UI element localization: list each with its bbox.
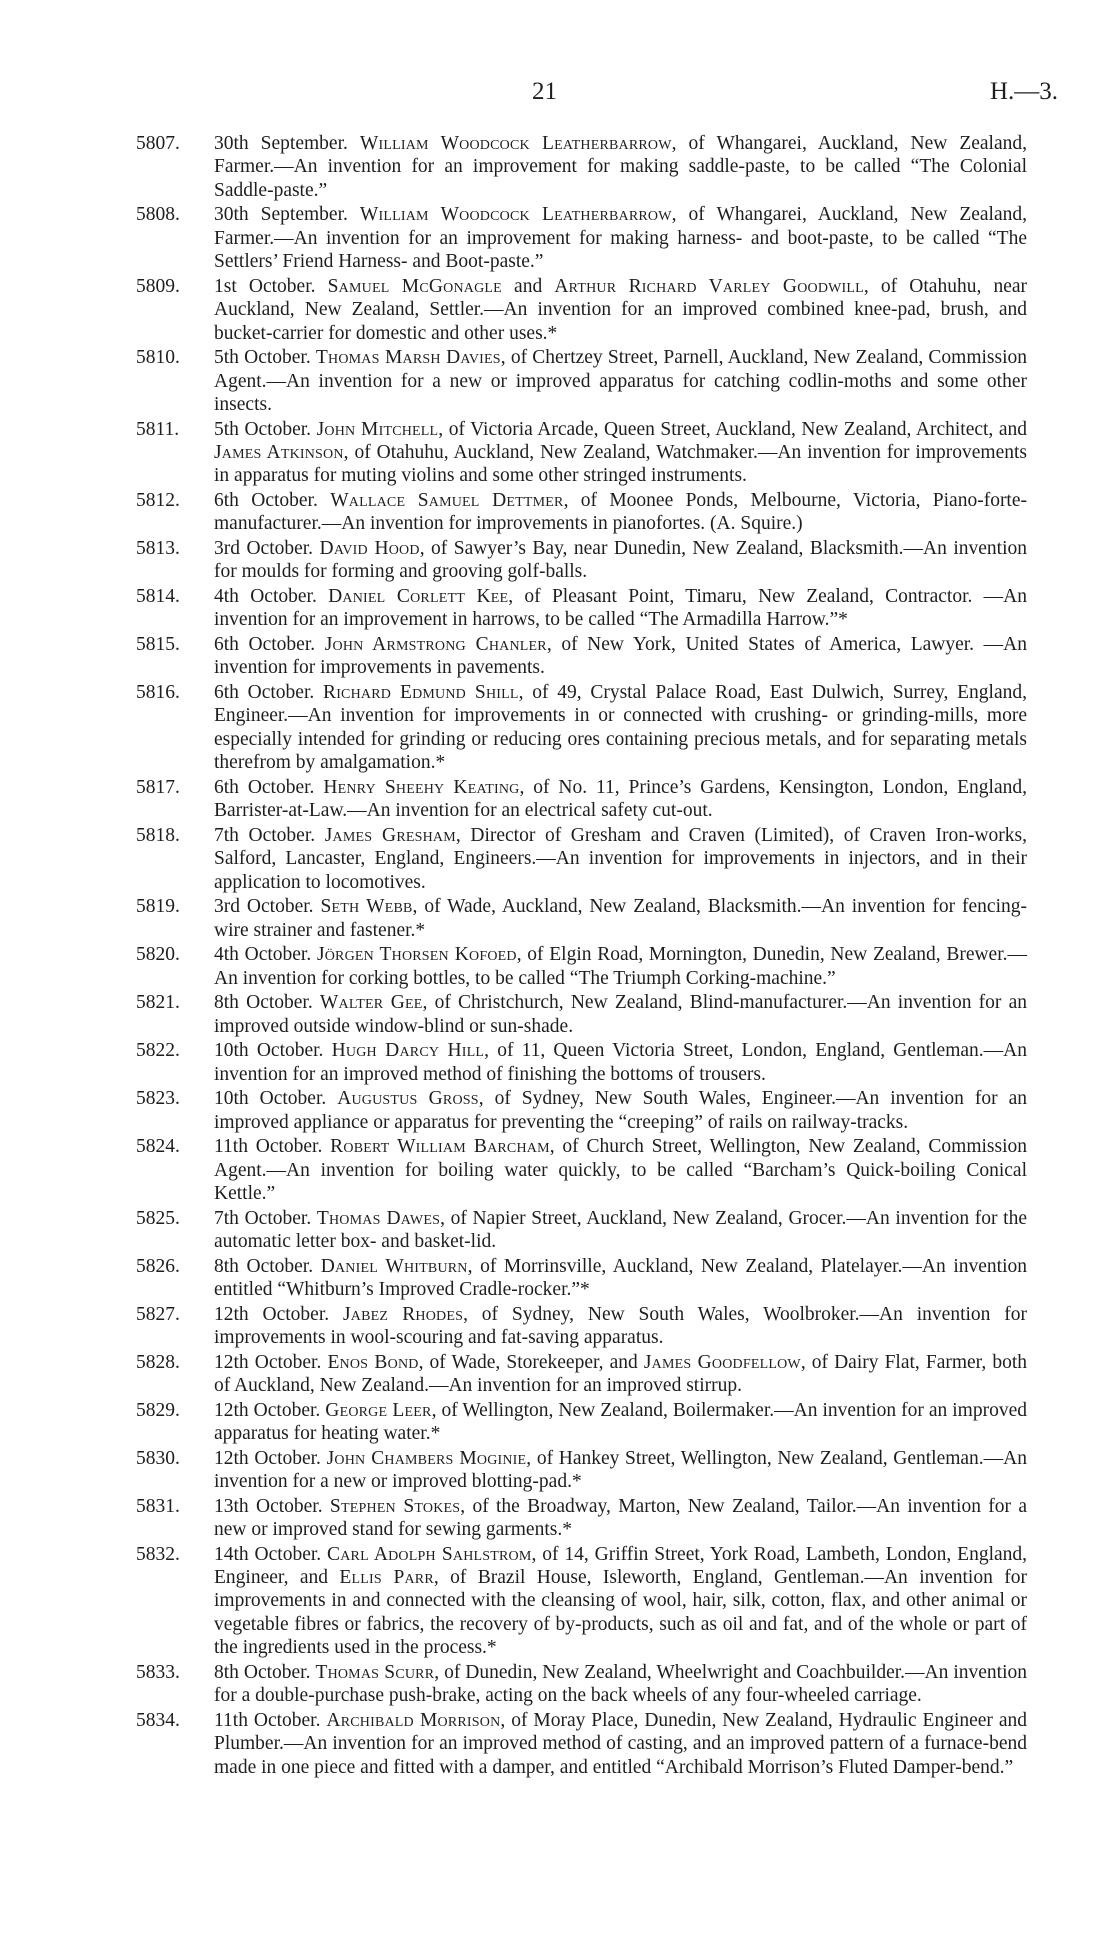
applicant-name: Archibald Morrison <box>326 1709 501 1731</box>
entry-date: 1st October. <box>214 275 316 297</box>
patent-entry <box>136 203 1027 273</box>
entry-date: 11th October. <box>214 1136 323 1158</box>
entry-text: , Director of Gresham and Craven (Limited), of Craven Iron-works, Salford, Lancaster, England, Engineers.—An invention for improvements in injectors, and in their application to locomotives. <box>214 824 1028 893</box>
patent-entry <box>136 585 1027 632</box>
entry-number: 5815. <box>136 634 180 656</box>
patent-entry <box>136 1351 1027 1398</box>
patent-entry <box>136 633 1027 680</box>
entry-date: 10th October. <box>214 1040 324 1062</box>
entry-date: 12th October. <box>214 1303 330 1325</box>
entry-date: 5th October. <box>214 347 311 369</box>
entry-text: , of Whangarei, Auckland, New Zealand, Farmer.—An invention for an improvement for making harness- and boot-paste, to be called “The Settlers’ Friend Harness- and Boot-paste.” <box>214 204 1027 273</box>
entry-text: and <box>501 275 555 297</box>
entry-number: 5809. <box>136 275 180 297</box>
entry-text: , of Wade, Auckland, New Zealand, Blacksmith.—An invention for fencing-wire strainer and fastener.* <box>214 896 1027 941</box>
entry-date: 6th October. <box>214 682 315 704</box>
applicant-name: Samuel McGonagle <box>327 275 502 297</box>
applicant-name: Arthur Richard Varley Goodwill <box>554 275 864 297</box>
applicant-name: Enos Bond <box>327 1351 419 1373</box>
entry-text: , of Dairy Flat, Farmer, both of Auckland, New Zealand.—An invention for an improved stirrup. <box>214 1351 1028 1397</box>
applicant-name: David Hood <box>319 538 420 560</box>
patent-entry <box>136 132 1027 202</box>
entry-number: 5818. <box>136 824 180 846</box>
patent-entry <box>136 943 1027 990</box>
patent-entry <box>136 824 1027 894</box>
patent-entry <box>136 1135 1027 1205</box>
entry-text: , of Wellington, New Zealand, Boilermaker.—An invention for an improved apparatus for heating water.* <box>214 1399 1027 1445</box>
entry-number: 5824. <box>136 1136 180 1158</box>
patent-entry <box>136 1087 1027 1134</box>
entry-text: , of Moonee Ponds, Melbourne, Victoria, Piano-forte-manufacturer.—An invention for improvements in pianofortes. (A. Squire.) <box>214 490 1027 535</box>
entry-date: 7th October. <box>214 1207 312 1229</box>
patent-entry <box>136 489 1027 536</box>
entry-text: , of Brazil House, Isleworth, England, Gentleman.—An invention for improvements in and connected with the cleansing of wool, hair, silk, cotton, flax, and other animal or vegetable fibres or fabrics, the recovery of by-products, such as oil and fat, and of the whole or part of the ingredients used in the process.* <box>214 1567 1027 1659</box>
entry-number: 5831. <box>136 1495 180 1517</box>
entry-number: 5817. <box>136 776 180 798</box>
entry-number: 5825. <box>136 1207 180 1229</box>
applicant-name: James Gresham <box>324 824 456 846</box>
entry-number: 5828. <box>136 1351 180 1373</box>
applicant-name: Thomas Scurr <box>315 1661 435 1683</box>
applicant-name: Thomas Dawes <box>316 1207 441 1229</box>
patent-entry <box>136 1661 1027 1708</box>
patent-entry <box>136 1447 1027 1494</box>
entry-date: 8th October. <box>214 992 313 1014</box>
applicant-name: William Woodcock Leatherbarrow <box>359 204 672 226</box>
entry-number: 5807. <box>136 133 180 154</box>
patent-entry <box>136 1399 1027 1446</box>
document-reference: H.—3. <box>990 78 1059 105</box>
patent-entry <box>136 776 1027 823</box>
entry-date: 3rd October. <box>214 538 314 560</box>
entry-text: , of Otahuhu, Auckland, New Zealand, Watchmaker.—An invention for improvements in apparatus for muting violins and some other stringed instruments. <box>214 442 1027 487</box>
entry-text: , of Whangarei, Auckland, New Zealand, Farmer.—An invention for an improvement for making saddle-paste, to be called “The Colonial Saddle-paste.” <box>214 133 1027 201</box>
patent-entry <box>136 275 1027 345</box>
patent-entry <box>136 346 1027 416</box>
applicant-name: Augustus Gross <box>337 1088 479 1110</box>
entry-date: 4th October. <box>214 944 312 966</box>
applicant-name: Hugh Darcy Hill <box>331 1040 485 1062</box>
applicant-name: Daniel Whitburn <box>320 1255 468 1277</box>
applicant-name: John Mitchell <box>316 418 439 440</box>
entry-date: 11th October. <box>214 1709 321 1731</box>
applicant-name: Robert William Barcham <box>330 1136 550 1158</box>
entry-text: , of Otahuhu, near Auckland, New Zealand, Settler.—An invention for an improved combined knee-pad, brush, and bucket-carrier for domestic and other uses.* <box>214 275 1028 344</box>
patent-entry <box>136 895 1027 942</box>
entry-number: 5821. <box>136 992 180 1014</box>
applicant-name: John Armstrong Chanler <box>324 634 547 656</box>
entry-date: 10th October. <box>214 1088 327 1110</box>
patent-entry <box>136 991 1027 1038</box>
applicant-name: James Atkinson <box>214 442 344 464</box>
entry-number: 5827. <box>136 1303 180 1325</box>
applicant-name: Carl Adolph Sahlstrom <box>327 1543 532 1565</box>
entry-number: 5829. <box>136 1399 180 1421</box>
patent-entry <box>136 418 1027 488</box>
entry-date: 12th October. <box>214 1399 321 1421</box>
entry-text: , of Sydney, New South Wales, Engineer.—An invention for an improved appliance or apparatus for preventing the “creeping” of rails on railway-tracks. <box>214 1088 1028 1133</box>
applicant-name: John Chambers Moginie <box>326 1447 527 1469</box>
entry-date: 6th October. <box>214 634 316 656</box>
page-number: 21 <box>532 78 557 105</box>
entry-date: 30th September. <box>214 204 348 226</box>
entry-number: 5813. <box>136 538 180 560</box>
entry-number: 5808. <box>136 204 180 226</box>
entry-text: , of Elgin Road, Mornington, Dunedin, New Zealand, Brewer.—An invention for corking bottles, to be called “The Triumph Corking-machine.” <box>214 944 1028 989</box>
applicant-name: Ellis Parr <box>339 1567 434 1589</box>
entry-number: 5823. <box>136 1088 180 1110</box>
entry-text: , of 14, Griffin Street, York Road, Lambeth, London, England, Engineer, and <box>214 1543 1028 1589</box>
entry-number: 5810. <box>136 347 180 369</box>
entry-date: 5th October. <box>214 418 312 440</box>
applicant-name: Wallace Samuel Dettmer <box>330 490 564 512</box>
entry-number: 5830. <box>136 1447 180 1469</box>
entry-text: , of 11, Queen Victoria Street, London, England, Gentleman.—An invention for an improved method of finishing the bottoms of trousers. <box>214 1040 1027 1085</box>
entry-text: , of Sawyer’s Bay, near Dunedin, New Zealand, Blacksmith.—An invention for moulds for forming and grooving golf-balls. <box>214 538 1027 583</box>
entry-date: 6th October. <box>214 490 318 512</box>
patent-entry <box>136 1543 1027 1660</box>
entry-number: 5820. <box>136 944 180 966</box>
patent-entry <box>136 1303 1027 1350</box>
applicant-name: Jabez Rhodes <box>343 1303 464 1325</box>
entry-text: , of Hankey Street, Wellington, New Zealand, Gentleman.—An invention for a new or improved blotting-pad.* <box>214 1447 1027 1493</box>
entry-text: , of Church Street, Wellington, New Zealand, Commission Agent.—An invention for boiling water quickly, to be called “Barcham’s Quick-boiling Conical Kettle.” <box>214 1136 1028 1205</box>
applicant-name: William Woodcock Leatherbarrow <box>359 133 672 154</box>
entry-text: , of Victoria Arcade, Queen Street, Auckland, New Zealand, Architect, and <box>438 418 1027 440</box>
patent-entries-list <box>136 132 1027 1780</box>
entry-text: , of Napier Street, Auckland, New Zealand, Grocer.—An invention for the automatic letter box- and basket-lid. <box>214 1207 1027 1253</box>
patent-entry <box>136 681 1027 775</box>
entry-number: 5812. <box>136 490 180 512</box>
entry-number: 5832. <box>136 1543 180 1565</box>
applicant-name: Richard Edmund Shill <box>322 682 519 704</box>
entry-date: 4th October. <box>214 586 317 608</box>
entry-date: 14th October. <box>214 1543 322 1565</box>
entry-text: , of Sydney, New South Wales, Woolbroker.—An invention for improvements in wool-scouring and fat-saving apparatus. <box>214 1303 1028 1349</box>
patent-entry <box>136 537 1027 584</box>
entry-number: 5819. <box>136 896 180 918</box>
entry-date: 12th October. <box>214 1447 321 1469</box>
applicant-name: George Leer <box>325 1399 432 1421</box>
applicant-name: Henry Sheehy Keating <box>323 776 520 798</box>
applicant-name: Seth Webb <box>320 896 413 918</box>
entry-date: 3rd October. <box>214 896 314 918</box>
patent-entry <box>136 1207 1027 1254</box>
entry-text: , of Wade, Storekeeper, and <box>418 1351 644 1373</box>
entry-number: 5811. <box>136 418 180 440</box>
entry-text: , of Dunedin, New Zealand, Wheelwright and Coachbuilder.—An invention for a double-purchase push-brake, acting on the back wheels of any four-wheeled carriage. <box>214 1661 1027 1707</box>
entry-text: , of Chertzey Street, Parnell, Auckland, New Zealand, Commission Agent.—An invention for a new or improved apparatus for catching codlin-moths and some other insects. <box>214 347 1027 416</box>
applicant-name: James Goodfellow <box>643 1351 801 1373</box>
entry-date: 13th October. <box>214 1495 323 1517</box>
entry-text: , of New York, United States of America, Lawyer. —An invention for improvements in pavements. <box>214 634 1027 679</box>
applicant-name: Stephen Stokes <box>329 1495 461 1517</box>
entry-number: 5826. <box>136 1255 180 1277</box>
entry-number: 5814. <box>136 586 180 608</box>
entry-date: 12th October. <box>214 1351 322 1373</box>
patent-entry <box>136 1709 1027 1779</box>
entry-text: , of Pleasant Point, Timaru, New Zealand, Contractor. —An invention for an improvement in harrows, to be called “The Armadilla Harrow.”* <box>214 586 1027 631</box>
entry-text: , of the Broadway, Marton, New Zealand, Tailor.—An invention for a new or improved stand for sewing garments.* <box>214 1495 1027 1541</box>
entry-text: , of Moray Place, Dunedin, New Zealand, Hydraulic Engineer and Plumber.—An invention for an improved method of casting, and an improved pattern of a furnace-bend made in one piece and fitted with a damper, and entitled “Archibald Morrison’s Fluted Damper-bend.” <box>214 1709 1027 1778</box>
patent-entry <box>136 1255 1027 1302</box>
entry-text: , of No. 11, Prince’s Gardens, Kensington, London, England, Barrister-at-Law.—An invention for an electrical safety cut-out. <box>214 776 1027 822</box>
entry-text: , of Morrinsville, Auckland, New Zealand, Platelayer.—An invention entitled “Whitburn’s Improved Cradle-rocker.”* <box>214 1255 1027 1301</box>
entry-date: 6th October. <box>214 776 315 798</box>
entry-date: 7th October. <box>214 824 316 846</box>
entry-text: , of 49, Crystal Palace Road, East Dulwich, Surrey, England, Engineer.—An invention for improvements in or connected with crushing- or grinding-mills, more especially intended for grinding or reducing ores containing precious metals, and for separating metals therefrom by amalgamation.* <box>214 682 1027 774</box>
applicant-name: Thomas Marsh Davies <box>315 347 501 369</box>
patent-entry <box>136 1039 1027 1086</box>
applicant-name: Walter Gee <box>319 992 423 1014</box>
entry-date: 30th September. <box>214 133 348 154</box>
entry-number: 5822. <box>136 1040 180 1062</box>
entry-text: , of Christchurch, New Zealand, Blind-manufacturer.—An invention for an improved outside window-blind or sun-shade. <box>214 992 1027 1037</box>
entry-date: 8th October. <box>214 1661 311 1683</box>
entry-number: 5816. <box>136 682 180 704</box>
patent-entry <box>136 1495 1027 1542</box>
applicant-name: Daniel Corlett Kee <box>328 586 509 608</box>
applicant-name: Jörgen Thorsen Kofoed <box>316 944 517 966</box>
entry-date: 8th October. <box>214 1255 314 1277</box>
entry-number: 5833. <box>136 1661 180 1683</box>
entry-number: 5834. <box>136 1709 180 1731</box>
